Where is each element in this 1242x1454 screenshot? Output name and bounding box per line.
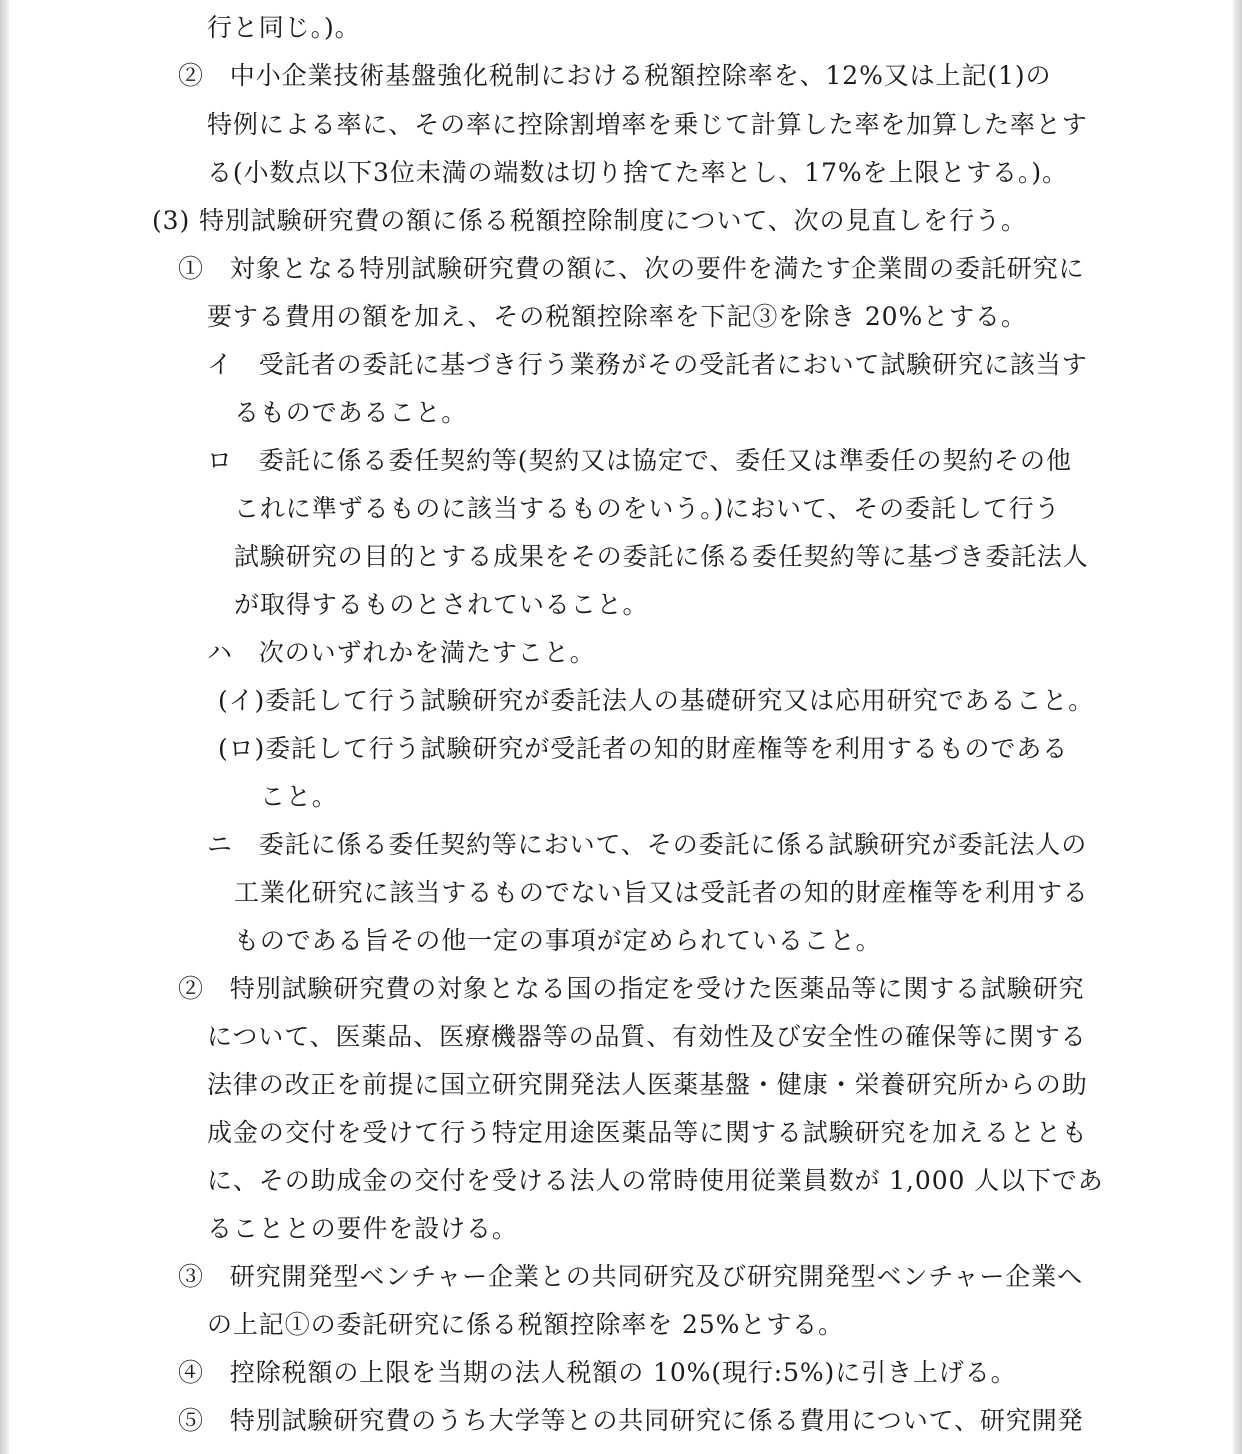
text-line: (ロ)委託して行う試験研究が受託者の知的財産権等を利用するものである	[218, 734, 1069, 763]
text-line: ② 中小企業技術基盤強化税制における税額控除率を、12%又は上記(1)の	[178, 61, 1052, 90]
text-line: ① 対象となる特別試験研究費の額に、次の要件を満たす企業間の委託研究に	[178, 254, 1085, 283]
text-line: 特例による率に、その率に控除割増率を乗じて計算した率を加算した率とす	[207, 110, 1088, 139]
text-line: に、その助成金の交付を受ける法人の常時使用従業員数が 1,000 人以下であ	[207, 1166, 1104, 1195]
text-line: 工業化研究に該当するものでない旨又は受託者の知的財産権等を利用する	[234, 878, 1089, 907]
text-line: (イ)委託して行う試験研究が委託法人の基礎研究又は応用研究であること。	[218, 686, 1095, 715]
page-edge-left	[0, 0, 9, 1454]
text-line: ② 特別試験研究費の対象となる国の指定を受けた医薬品等に関する試験研究	[178, 974, 1085, 1003]
text-line: るものであること。	[234, 398, 468, 427]
text-line: 試験研究の目的とする成果をその委託に係る委任契約等に基づき委託法人	[234, 542, 1089, 571]
text-line: ロ 委託に係る委任契約等(契約又は協定で、委任又は準委任の契約その他	[207, 446, 1072, 475]
text-line: 法律の改正を前提に国立研究開発法人医薬基盤・健康・栄養研究所からの助	[207, 1070, 1088, 1099]
text-line: る(小数点以下3位未満の端数は切り捨てた率とし、17%を上限とする。)。	[207, 158, 1068, 187]
text-line: これに準ずるものに該当するものをいう。)において、その委託して行う	[234, 494, 1061, 523]
text-line: ものである旨その他一定の事項が定められていること。	[234, 926, 882, 955]
text-line: こと。	[260, 782, 338, 811]
text-line: ハ 次のいずれかを満たすこと。	[207, 638, 596, 667]
text-line: イ 受託者の委託に基づき行う業務がその受託者において試験研究に該当す	[207, 350, 1088, 379]
text-line: が取得するものとされていること。	[234, 590, 649, 619]
text-line: ニ 委託に係る委任契約等において、その委託に係る試験研究が委託法人の	[207, 830, 1088, 859]
text-line: ④ 控除税額の上限を当期の法人税額の 10%(現行:5%)に引き上げる。	[178, 1358, 1017, 1387]
text-line: 成金の交付を受けて行う特定用途医薬品等に関する試験研究を加えるととも	[207, 1118, 1088, 1147]
text-line: (3) 特別試験研究費の額に係る税額控除制度について、次の見直しを行う。	[152, 206, 1027, 235]
page-edge-right	[1233, 0, 1242, 1454]
text-line: ることとの要件を設ける。	[207, 1214, 518, 1243]
text-line: 要する費用の額を加え、その税額控除率を下記③を除き 20%とする。	[207, 302, 1027, 331]
text-line: ⑤ 特別試験研究費のうち大学等との共同研究に係る費用について、研究開発	[178, 1406, 1084, 1435]
text-line: 行と同じ。)。	[207, 13, 361, 42]
text-line: の上記①の委託研究に係る税額控除率を 25%とする。	[207, 1310, 844, 1339]
text-line: ③ 研究開発型ベンチャー企業との共同研究及び研究開発型ベンチャー企業へ	[178, 1262, 1084, 1291]
text-line: について、医薬品、医療機器等の品質、有効性及び安全性の確保等に関する	[207, 1022, 1087, 1051]
